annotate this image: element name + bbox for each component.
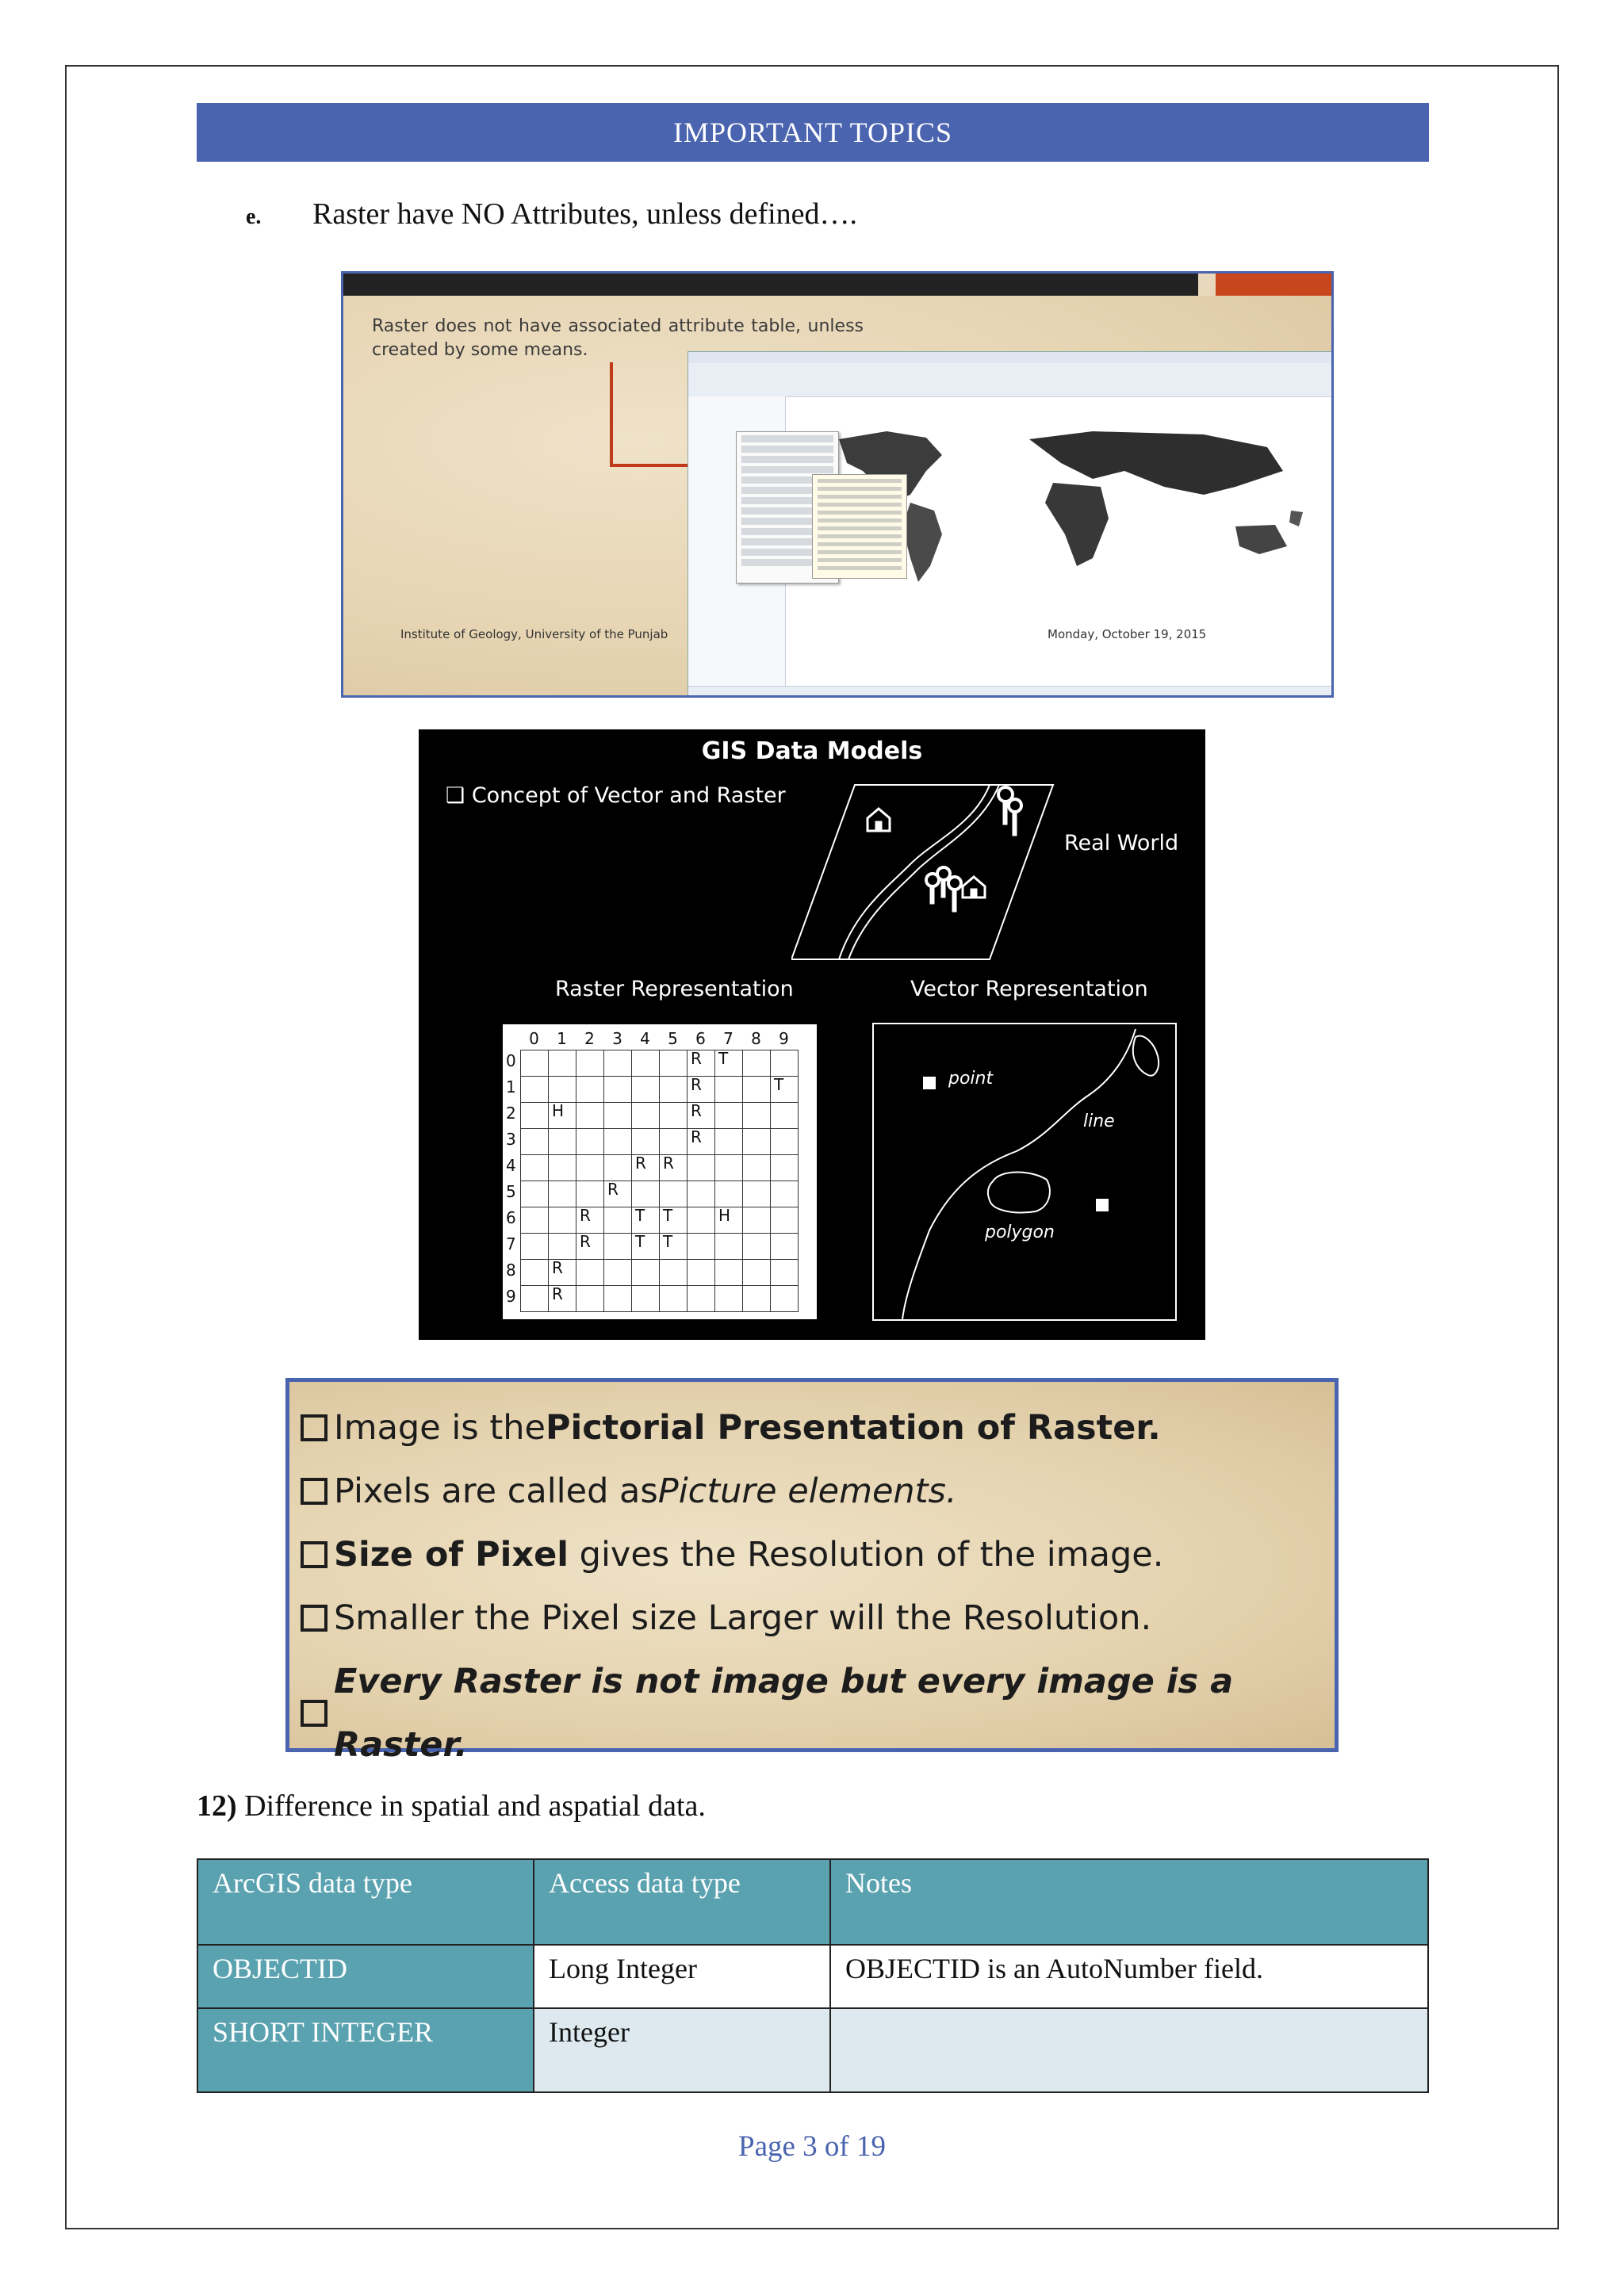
grid-cell: T <box>632 1207 660 1234</box>
slide-top-accent <box>1216 274 1334 296</box>
grid-cell <box>688 1181 715 1207</box>
grid-cell <box>715 1260 743 1286</box>
page-number: Page 3 of 19 <box>738 2130 886 2163</box>
question-number: 12) <box>197 1789 237 1823</box>
real-world-label: Real World <box>1064 831 1179 855</box>
grid-cell <box>604 1260 632 1286</box>
grid-cell <box>715 1234 743 1260</box>
grid-cell <box>771 1286 799 1312</box>
vector-shapes <box>874 1024 1175 1319</box>
grid-cell: R <box>549 1286 576 1312</box>
list-item: Pixels are called as Picture elements. <box>301 1460 1335 1523</box>
slide-caption: Raster does not have associated attribute table, unless created by some means. <box>372 316 864 360</box>
list-item: Smaller the Pixel size Larger will the Resolution. <box>301 1586 1335 1650</box>
grid-cell <box>715 1155 743 1181</box>
grid-cell <box>521 1286 549 1312</box>
grid-row <box>521 1050 799 1077</box>
grid-cell <box>604 1207 632 1234</box>
raster-grid <box>503 1024 817 1319</box>
grid-row-number: 6 <box>506 1208 516 1227</box>
grid-row <box>521 1181 799 1207</box>
real-world-illustration <box>791 777 1061 967</box>
page-header <box>197 103 1429 162</box>
grid-cell <box>688 1260 715 1286</box>
grid-cell <box>549 1207 576 1234</box>
column-header: Notes <box>830 1859 1428 1945</box>
checkbox-bullet-icon: ❑ <box>446 783 465 808</box>
grid-cell <box>604 1077 632 1103</box>
vector-diagram <box>872 1023 1177 1321</box>
grid-row-number: 5 <box>506 1182 516 1201</box>
checkbox-bullet-icon <box>301 1700 327 1727</box>
slide-title: GIS Data Models <box>701 737 923 765</box>
grid-column-number: 4 <box>640 1029 650 1048</box>
grid-cell <box>771 1050 799 1077</box>
grid-row <box>521 1260 799 1286</box>
grid-cell <box>521 1260 549 1286</box>
checkbox-bullet-icon <box>301 1605 327 1632</box>
grid-cell <box>521 1103 549 1129</box>
grid-cell <box>660 1260 688 1286</box>
grid-row-number: 9 <box>506 1287 516 1306</box>
slide-gis-data-models <box>419 729 1205 1340</box>
grid-cell <box>576 1129 604 1155</box>
table-cell: OBJECTID <box>197 1945 534 2008</box>
grid-cell <box>521 1207 549 1234</box>
grid-cell <box>715 1129 743 1155</box>
table-header-row <box>197 1859 1428 1945</box>
column-header: Access data type <box>534 1859 830 1945</box>
grid-cell <box>632 1129 660 1155</box>
grid-cell <box>576 1155 604 1181</box>
table-row <box>197 2008 1428 2092</box>
grid-cell: T <box>632 1234 660 1260</box>
grid-cell <box>660 1077 688 1103</box>
grid-cell <box>604 1155 632 1181</box>
grid-row <box>521 1207 799 1234</box>
grid-row-number: 2 <box>506 1104 516 1123</box>
grid-cell <box>771 1207 799 1234</box>
header-title: IMPORTANT TOPICS <box>672 117 953 148</box>
grid-cell <box>743 1050 771 1077</box>
grid-column-number: 8 <box>751 1029 761 1048</box>
grid-cell: T <box>715 1050 743 1077</box>
grid-cell <box>604 1129 632 1155</box>
grid-row <box>521 1077 799 1103</box>
grid-cell <box>660 1286 688 1312</box>
grid-cell: R <box>576 1234 604 1260</box>
table-row <box>197 1945 1428 2008</box>
grid-cell <box>549 1155 576 1181</box>
grid-cell <box>660 1103 688 1129</box>
grid-cell: R <box>688 1129 715 1155</box>
table-cell: SHORT INTEGER <box>197 2008 534 2092</box>
grid-cell <box>743 1234 771 1260</box>
grid-cell <box>521 1155 549 1181</box>
grid-cell <box>521 1129 549 1155</box>
grid-cell <box>632 1181 660 1207</box>
list-item-e <box>246 197 857 232</box>
grid-row <box>521 1129 799 1155</box>
grid-cell <box>576 1077 604 1103</box>
grid-cell: R <box>604 1181 632 1207</box>
grid-cell <box>771 1103 799 1129</box>
grid-cell: R <box>660 1155 688 1181</box>
grid-cell: H <box>715 1207 743 1234</box>
grid-cell <box>604 1050 632 1077</box>
grid-cell <box>743 1260 771 1286</box>
fact-list <box>289 1382 1335 1777</box>
arrow-icon <box>610 362 613 465</box>
grid-row-number: 1 <box>506 1077 516 1096</box>
grid-cell <box>604 1103 632 1129</box>
grid-cell <box>576 1103 604 1129</box>
list-item-text: Raster have NO Attributes, unless defined…. <box>312 197 858 231</box>
grid-row <box>521 1103 799 1129</box>
grid-cell <box>715 1181 743 1207</box>
grid-cell <box>743 1207 771 1234</box>
slide-raster-attributes <box>341 271 1334 698</box>
grid-column-number: 3 <box>612 1029 622 1048</box>
vector-representation-title: Vector Representation <box>910 977 1148 1001</box>
tooltip <box>812 474 907 579</box>
grid-cell <box>743 1129 771 1155</box>
grid-cell <box>743 1181 771 1207</box>
grid-cell <box>771 1234 799 1260</box>
checkbox-bullet-icon <box>301 1478 327 1505</box>
list-item: Image is the Pictorial Presentation of Raster. <box>301 1396 1335 1460</box>
grid-column-number: 5 <box>668 1029 678 1048</box>
grid-row-number: 4 <box>506 1156 516 1175</box>
grid-cell <box>549 1181 576 1207</box>
list-item: Every Raster is not image but every image is a Raster. <box>301 1650 1335 1777</box>
grid-cell <box>688 1286 715 1312</box>
grid-cell: H <box>549 1103 576 1129</box>
slide-image-facts <box>285 1378 1339 1765</box>
grid-cell <box>632 1260 660 1286</box>
grid-cell: T <box>660 1207 688 1234</box>
slide-footer-institute: Institute of Geology, University of the Punjab <box>400 627 668 641</box>
grid-cell <box>743 1077 771 1103</box>
grid-cell <box>604 1234 632 1260</box>
grid-cell <box>521 1234 549 1260</box>
grid-cell <box>632 1286 660 1312</box>
grid-row <box>521 1286 799 1312</box>
table-cell: Integer <box>534 2008 830 2092</box>
grid-cell <box>549 1234 576 1260</box>
grid-cell: T <box>660 1234 688 1260</box>
grid-cell: R <box>576 1207 604 1234</box>
grid-cell: R <box>688 1103 715 1129</box>
grid-column-number: 6 <box>695 1029 706 1048</box>
grid-cell <box>549 1077 576 1103</box>
grid-row-number: 0 <box>506 1051 516 1070</box>
grid-row <box>521 1155 799 1181</box>
slide-bullet: ❑ Concept of Vector and Raster <box>446 783 786 808</box>
grid-row-number: 8 <box>506 1261 516 1280</box>
grid-cell <box>688 1207 715 1234</box>
grid-cell: R <box>632 1155 660 1181</box>
grid-cell <box>660 1129 688 1155</box>
grid-row <box>521 1234 799 1260</box>
checkbox-bullet-icon <box>301 1541 327 1568</box>
grid-cell <box>771 1260 799 1286</box>
grid-cell: R <box>549 1260 576 1286</box>
checkbox-bullet-icon <box>301 1414 327 1441</box>
point-label: point <box>948 1069 994 1089</box>
grid-cell <box>771 1155 799 1181</box>
grid-cell <box>576 1286 604 1312</box>
grid-cell <box>632 1050 660 1077</box>
grid-cell <box>549 1129 576 1155</box>
grid-cell: R <box>688 1077 715 1103</box>
grid-cell <box>715 1103 743 1129</box>
table-cell: Long Integer <box>534 1945 830 2008</box>
grid-cell <box>660 1181 688 1207</box>
grid-cell <box>715 1077 743 1103</box>
status-bar <box>688 686 1334 698</box>
grid-cell <box>771 1181 799 1207</box>
grid-cell <box>743 1103 771 1129</box>
grid-cell <box>521 1077 549 1103</box>
grid-cell <box>715 1286 743 1312</box>
slide-top-bar <box>343 274 1198 296</box>
grid-column-number: 1 <box>557 1029 567 1048</box>
table-cell <box>830 2008 1428 2092</box>
grid-cell <box>549 1050 576 1077</box>
grid-column-number: 7 <box>723 1029 733 1048</box>
grid-cell <box>743 1286 771 1312</box>
grid-cell <box>743 1155 771 1181</box>
list-marker: e. <box>246 205 262 229</box>
slide-footer-date: Monday, October 19, 2015 <box>1048 627 1207 641</box>
grid-cell <box>771 1129 799 1155</box>
question-text: Difference in spatial and aspatial data. <box>236 1789 706 1823</box>
grid-cell <box>576 1181 604 1207</box>
raster-representation-title: Raster Representation <box>555 977 794 1001</box>
column-header: ArcGIS data type <box>197 1859 534 1945</box>
grid-cell <box>576 1260 604 1286</box>
grid-cell <box>632 1077 660 1103</box>
grid-cell <box>632 1103 660 1129</box>
line-label: line <box>1083 1112 1115 1131</box>
house-icon <box>868 809 890 831</box>
table-cell: OBJECTID is an AutoNumber field. <box>830 1945 1428 2008</box>
grid-cell: R <box>688 1050 715 1077</box>
grid-column-number: 2 <box>584 1029 595 1048</box>
grid-row-number: 7 <box>506 1234 516 1253</box>
data-type-table <box>197 1858 1429 2093</box>
polygon-label: polygon <box>985 1223 1055 1242</box>
grid-cell <box>576 1050 604 1077</box>
grid-cell <box>521 1050 549 1077</box>
grid-cell <box>521 1181 549 1207</box>
grid-column-number: 9 <box>779 1029 789 1048</box>
grid-cell <box>688 1155 715 1181</box>
grid-column-number: 0 <box>529 1029 539 1048</box>
grid-cell: T <box>771 1077 799 1103</box>
grid-cell <box>660 1050 688 1077</box>
grid-cell <box>604 1286 632 1312</box>
grid-row-number: 3 <box>506 1130 516 1149</box>
list-item: Size of Pixel gives the Resolution of the image. <box>301 1523 1335 1586</box>
grid-cell <box>688 1234 715 1260</box>
question-12 <box>197 1789 706 1823</box>
raster-grid-table <box>520 1050 799 1312</box>
arcgis-window-screenshot <box>688 351 1334 698</box>
